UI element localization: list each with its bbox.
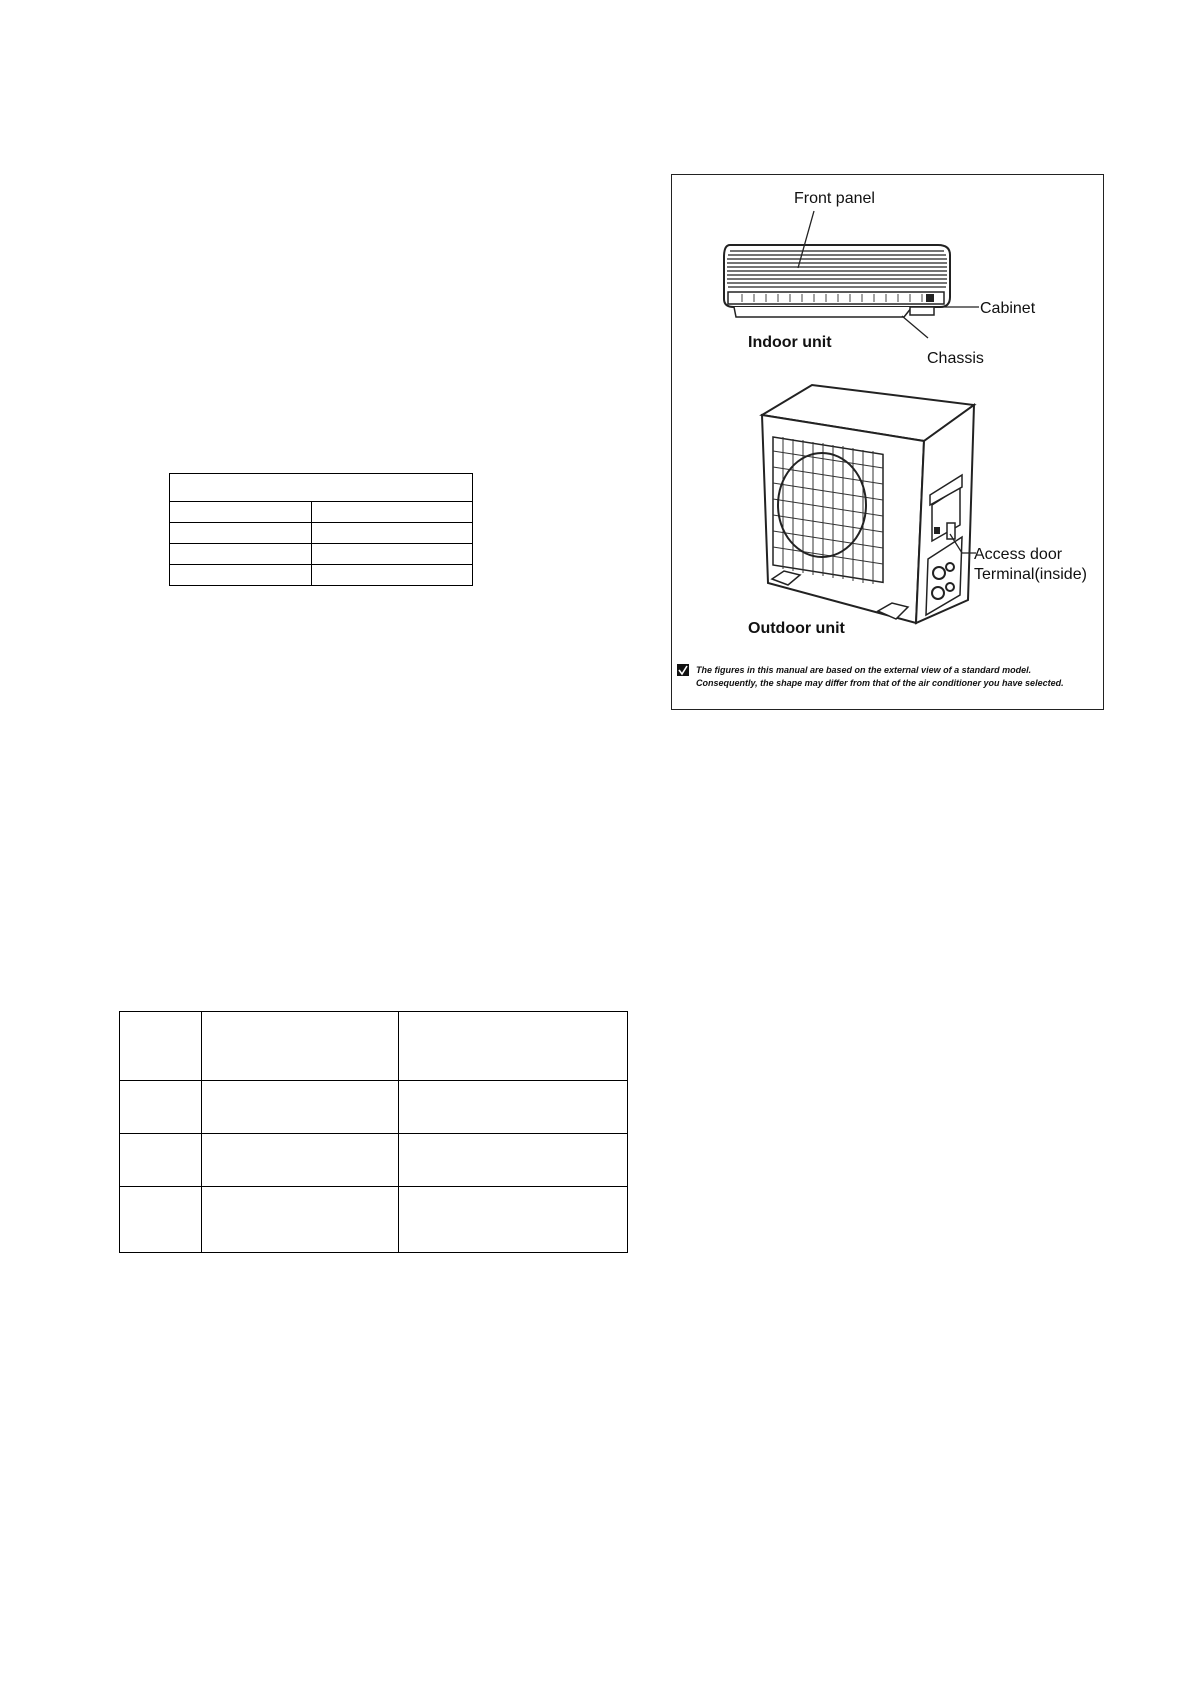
table-cell xyxy=(202,1012,399,1081)
table-cell xyxy=(170,565,312,586)
table-cell xyxy=(202,1134,399,1187)
table-cell xyxy=(312,544,473,565)
table-cell xyxy=(312,502,473,523)
label-chassis: Chassis xyxy=(927,350,984,367)
table-row xyxy=(120,1134,628,1187)
label-indoor-unit: Indoor unit xyxy=(748,334,832,351)
table-row xyxy=(120,1081,628,1134)
label-cabinet: Cabinet xyxy=(980,300,1036,317)
large-table xyxy=(119,1011,628,1253)
figure-note-line-1: The figures in this manual are based on the external view of a standard model. xyxy=(696,665,1032,675)
table-cell xyxy=(120,1012,202,1081)
table-cell xyxy=(170,523,312,544)
table-row xyxy=(170,544,473,565)
outdoor-unit-drawing xyxy=(762,385,976,623)
table-cell xyxy=(120,1081,202,1134)
table-cell xyxy=(312,523,473,544)
table-row xyxy=(170,502,473,523)
label-terminal: Terminal(inside) xyxy=(974,566,1087,583)
table-cell xyxy=(399,1134,628,1187)
table-header-cell xyxy=(170,474,473,502)
small-table xyxy=(169,473,473,586)
check-icon xyxy=(677,664,689,676)
table-cell xyxy=(170,502,312,523)
label-outdoor-unit: Outdoor unit xyxy=(748,620,845,637)
table-cell xyxy=(399,1187,628,1253)
table-cell xyxy=(202,1187,399,1253)
table-cell xyxy=(170,544,312,565)
table-cell xyxy=(399,1081,628,1134)
table-cell xyxy=(120,1187,202,1253)
table-cell xyxy=(120,1134,202,1187)
table-row xyxy=(120,1012,628,1081)
table-row xyxy=(170,474,473,502)
figure-note-line-2: Consequently, the shape may differ from that of the air conditioner you have selected. xyxy=(696,678,1064,688)
table-row xyxy=(170,565,473,586)
table-cell xyxy=(202,1081,399,1134)
unit-illustration-figure xyxy=(671,174,1104,710)
unit-illustration xyxy=(672,175,1105,711)
table-cell xyxy=(399,1012,628,1081)
table-row xyxy=(170,523,473,544)
table-row xyxy=(120,1187,628,1253)
label-access-door: Access door xyxy=(974,546,1063,563)
label-front-panel: Front panel xyxy=(794,190,875,207)
indoor-unit-drawing xyxy=(724,211,979,338)
table-cell xyxy=(312,565,473,586)
